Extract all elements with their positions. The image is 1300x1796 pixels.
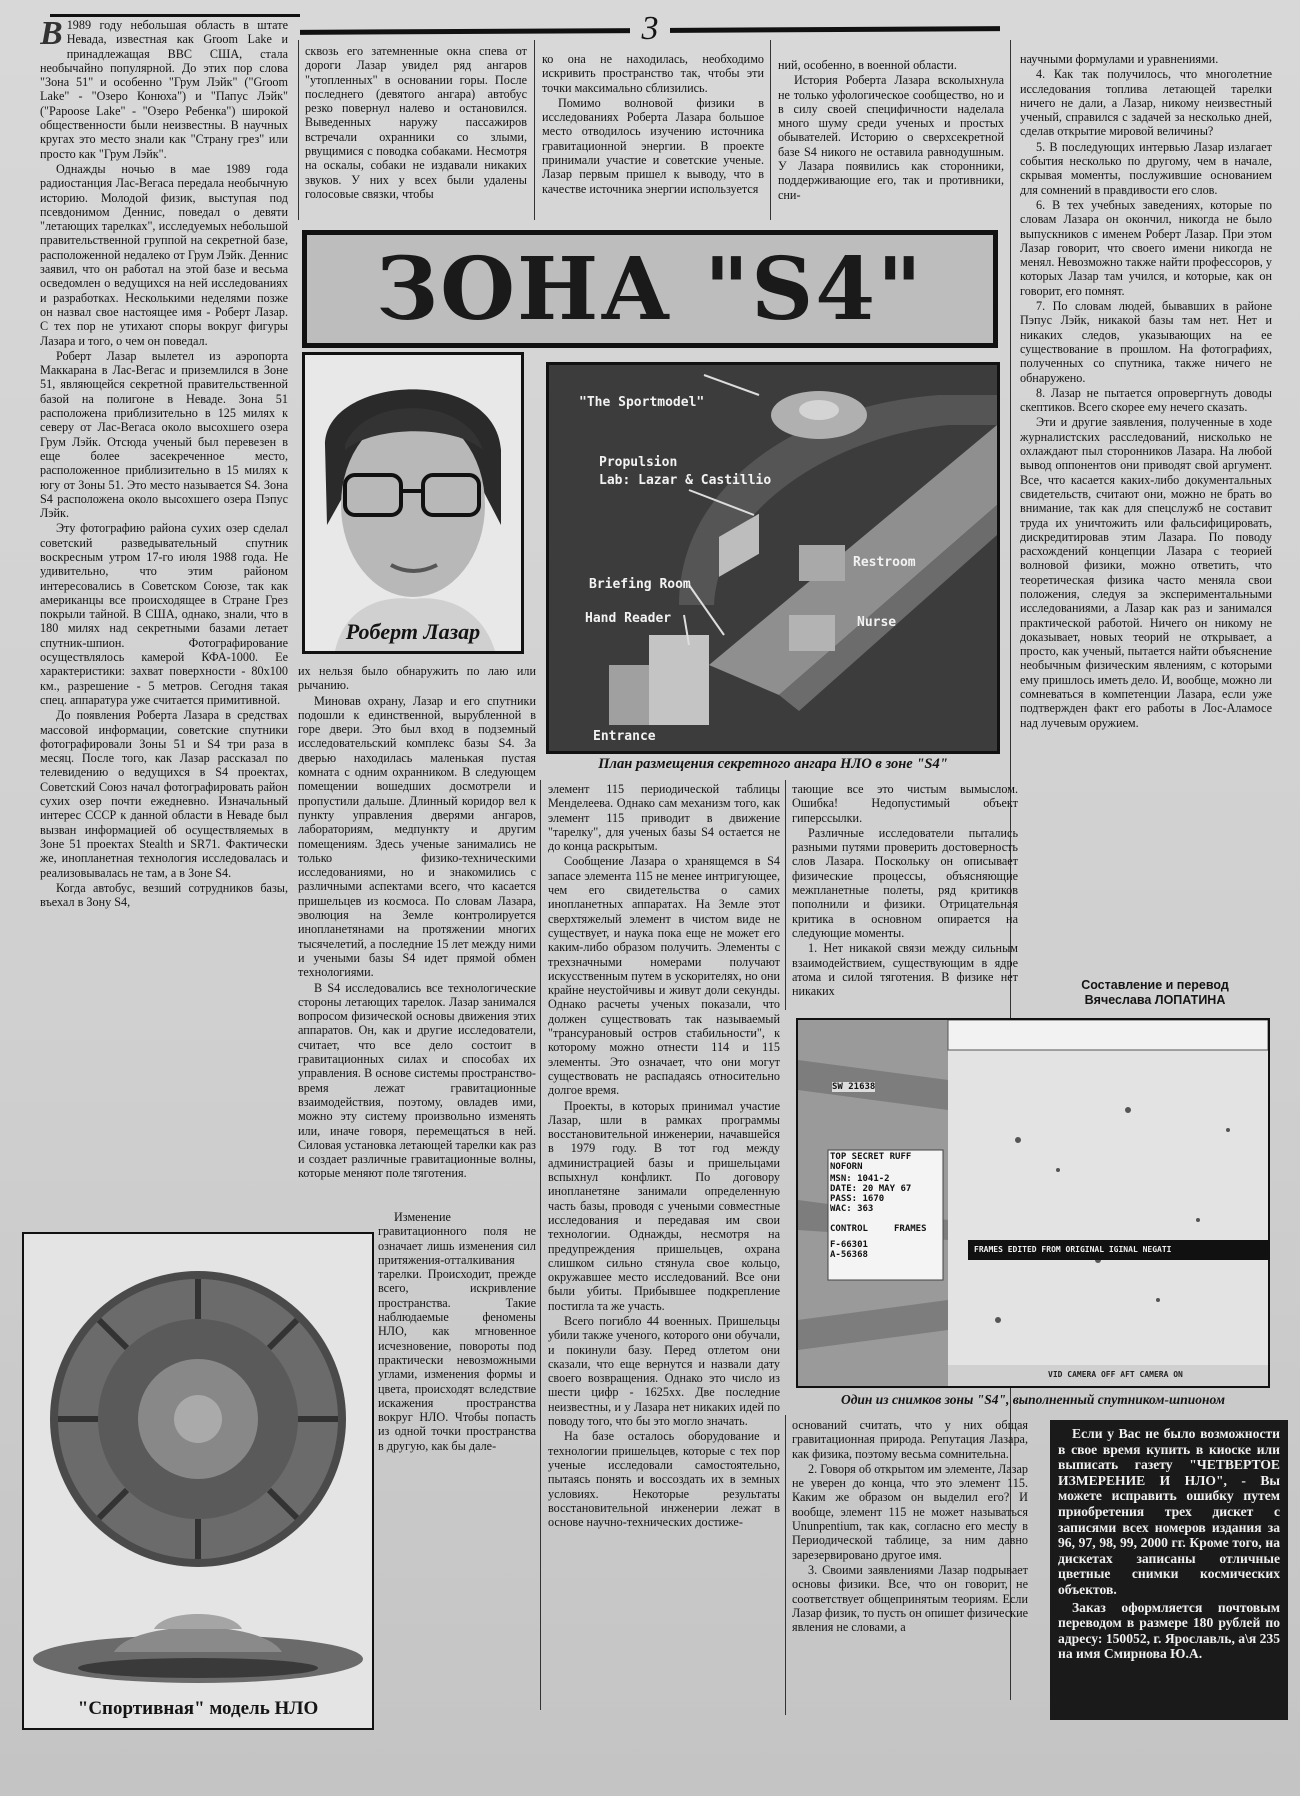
column-2-lower — [378, 1210, 536, 1730]
ad-paragraph: Заказ оформляется почтовым переводом в размере 180 рублей по адресу: 150052, г. Ярославль, а\я 235 на имя Смирнова Ю.А. — [1058, 1599, 1280, 1662]
portrait-photo — [302, 352, 524, 654]
sat-label-line: WAC: 363 — [830, 1204, 874, 1214]
satellite-caption: Один из снимков зоны "S4", выполненный спутником-шпионом — [840, 1392, 1226, 1407]
paragraph: сквозь его затемненные окна спева от дороги Лазар увидел ряд ангаров "утопленных" в основании горы. После последнего (девятого ангара) автобус резко повернул налево и остановился. Выведенных наружу пассажиров встречали охранники со злыми, рвущимися с поводка собаками. Несмотря на оскалы, собаки не издавали никаких звуков. У них у всех были удалены голосовые связки, чтобы — [305, 44, 527, 201]
label-entrance: Entrance — [593, 729, 656, 744]
paragraph: 3. Своими заявлениями Лазар подрывает основы физики. Все, что он говорит, не соответствует общепринятым теориям. Если Лазар физик, то пусть он опишет физические явления не словами, а — [792, 1562, 1028, 1635]
column-4-top — [778, 58, 1004, 222]
column-divider — [785, 1415, 786, 1715]
sat-label-line: NOFORN — [830, 1162, 863, 1172]
sat-label-line: FRAMES — [894, 1224, 927, 1234]
sat-label-sw: SW 21638 — [832, 1082, 876, 1092]
column-2-top — [305, 44, 527, 222]
label-briefing-room: Briefing Room — [589, 577, 691, 592]
column-3 — [548, 782, 780, 1722]
column-3-top — [542, 52, 764, 222]
paragraph: элемент 115 периодической таблицы Менделеева. Однако сам механизм того, как элемент 115 приводит в движение "тарелку", для ученых базы S4 остается не до конца раскрытым. — [548, 782, 780, 854]
paragraph: 1. Нет никакой связи между сильным взаимодействием, существующим в ядре атома и силой тяготения. В физике нет никаких — [792, 941, 1018, 999]
paragraph: Проекты, в которых принимал участие Лазар, шли в рамках программы восстановительной инженерии, начавшейся в 1979 году. В тот год между администрацией базы и пришельцами вспыхнул конфликт. По договору инопланетяне занимали определенную часть базы, проводя с учеными совместные исследования и передавая им свои технологии. Однажды, несмотря на предупреждения пришельцев, охрана слишком сильно стянула свое кольцо, окружавшее место исследований. Все они были убиты. Прибывшее подкрепление постигла та же участь. — [548, 1098, 780, 1313]
paragraph: Сообщение Лазара о хранящемся в S4 запасе элемента 115 не менее интригующее, чем его свидетельства о самих инопланетных аппаратах. На Земле этот сверхтяжелый элемент в чистом виде не существует, и наука пока еще не может его каким-либо образом получить. Элементы с трехзначными номерами получают искусственным путем в ускорителях, но они крайне неустойчивы и живут доли секунды. Однако расчеты ученых показали, что должен существовать так называемый "трансурановый остров стабильности", к которому можно отнести 114 и 115 элементы. Это означает, что они могут существовать не распадаясь относительно долгое время. — [548, 854, 780, 1098]
subscription-ad — [1050, 1420, 1288, 1720]
label-nurse: Nurse — [857, 615, 897, 630]
hangar-plan-image — [546, 362, 1000, 754]
sat-label-bar: FRAMES EDITED FROM ORIGINAL IGINAL NEGATI — [974, 1245, 1172, 1254]
column-1 — [40, 18, 288, 1228]
drop-cap: В — [40, 18, 63, 52]
portrait-caption: Роберт Лазар — [345, 619, 481, 644]
paragraph: 5. В последующих интервью Лазар излагает события несколько по другому, чем в начале, скрывая моменты, послужившие основанием для сомнений в правдивости его слов. — [1020, 139, 1272, 197]
paragraph: Помимо волновой физики в исследованиях Роберта Лазара большое место отводилось изучению источника гравитационной энергии. В проекте принимали участие и советские ученые. Лазар первым пришел к выводу, что в качестве источника энергии используется — [542, 95, 764, 196]
credit-line: Вячеслава ЛОПАТИНА — [1084, 993, 1226, 1007]
paragraph: Миновав охрану, Лазар и его спутники подошли к единственной, вырубленной в горе двери. Это был вход в подземный исследовательский комплекс базы S4. За дверью находилась маленькая пустая комната с одним охранником. В следующем помещении вошедших досмотрели и пропустили дальше. Длинный коридор вел к пункту управления дверями ангаров, лабораториям, медпункту и другим помещениям. Здесь ученые занимались не только физико-техническими исследованиями, но и знакомились с различными аспектами всего, что касается пришельцев из космоса. По словам Лазара, эволюция на Земле контролируется инопланетянами на протяжении многих тысячелетий, а последние 15 лет между ними и учеными базы S4 идет прямой обмен технологиями. — [298, 693, 536, 980]
paragraph: их нельзя было обнаружить по лаю или рычанию. — [298, 664, 536, 693]
sat-label-line: TOP SECRET RUFF — [830, 1152, 912, 1162]
ad-paragraph: Если у Вас не было возможности в свое время купить в киоске или выписать газету "ЧЕТВЕРТОЕ ИЗМЕРЕНИЕ И НЛО", - Вы можете исправить ошибку путем приобретения трех дискет с записями всех номеров издания за 96, 97, 98, 99, 2000 гг. Кроме того, на дискетах записаны отличные цветные снимки космических объектов. — [1058, 1426, 1280, 1597]
column-divider — [298, 40, 299, 220]
paragraph: Различные исследователи пытались разными путями проверить достоверность слов Лазара. Поскольку он описывает физические процессы, объясняющие межпланетные полеты, ряд критиков пополнили и физики. Отрицательная критика в основном опирается на следующие моменты. — [792, 825, 1018, 940]
sat-label-line: CONTROL — [830, 1224, 868, 1234]
portrait-image — [305, 355, 521, 651]
paragraph: Всего погибло 44 военных. Пришельцы убили также ученого, которого они обучали, и покинули базу. Перед отлетом они сказали, что еще вернутся и назвали дату своего возвращения. Однако это число из шести цифр - 1625хх. Две последние неизвестны, и у Лазара нет никаких идей по поводу того, что бы это могло значать. — [548, 1313, 780, 1429]
label-sportmodel: "The Sportmodel" — [579, 395, 705, 410]
paragraph: Эти и другие заявления, полученные в ходе журналистских расследований, нисколько не охлаждают пыл сторонников Лазара. На любой вывод оппонентов они приводят свой аргумент. Все, что касается каких-либо документальных свидетельств, считают они, можно не брать во внимание, так как для спецслужб не составит труда их уничтожить или фальсифицировать, дискредитировав этим Лазара. По поводу расхождений концепции Лазара с теорией волновой физики, можно ответить, что теоретическая физика часто меняла свои положения, следуя за экспериментальными исследованиями, а Лазар как раз и занимался практической работой. Ничего он никому не доказывает, новых теорий не открывает, а просто, как ученый, пытается найти объяснение необычным физическим явлениям, с которыми ему пришлось иметь дело. И, вообще, можно ли сомневаться в компетенции Лазара, если уже подтвержден факт его работы в Лос-Аламосе над лучевым оружием. — [1020, 415, 1272, 730]
column-4-bottom — [792, 1418, 1028, 1718]
sat-label-line: PASS: 1670 — [830, 1194, 885, 1204]
hangar-plan-drawing — [549, 365, 997, 751]
paragraph: 2. Говоря об открытом им элементе, Лазар не уверен до конца, что это элемент 115. Каким же образом он выделил его? И вообще, элемент 115 не может называться Ununpentium, так как, согласно его месту в Периодической таблице, за ним давно зарезервировано другое имя. — [792, 1461, 1028, 1562]
paragraph: Изменение гравитационного поля не означает лишь изменения сил притяжения-отталкивания тарелки. Происходит, прежде всего, искривление пространства. Такие наблюдаемые феномены НЛО, как мгновенное исчезновение, повороты под практически невозможными углами, изменения формы и цвета, происходят вследствие искажения пространства вокруг НЛО. Чтобы попасть из одной точки пространства в другую, как бы дале- — [378, 1210, 536, 1453]
paragraph: В S4 исследовались все технологические стороны летающих тарелок. Лазар занимался вопросом физической основы движения этих аппаратов. Он, как и другие исследователи, считает, что все дело состоит в гравитационных силах и способах их управления. В основе системы пространство-время лежат гравитационные взаимодействия, поэтому, овладев ими, можно эту систему произвольно изменять или, иначе говоря, перемещаться в ней. Силовая установка летающей тарелки как раз и создает различные гравитационные волны, которые меняют поле тяготения. — [298, 980, 536, 1181]
sat-label-line: MSN: 1041-2 — [830, 1174, 890, 1184]
paragraph: ний, особенно, в военной области. — [778, 58, 957, 72]
sat-label-line: DATE: 20 MAY 67 — [830, 1184, 912, 1194]
author-credit — [1040, 978, 1270, 1008]
hangar-caption: План размещения секретного ангара НЛО в зоне "S4" — [598, 756, 948, 772]
paragraph: научными формулами и уравнениями. — [1020, 52, 1219, 66]
paragraph: тающие все это чистым вымыслом. Ошибка! Недопустимый объект гиперссылки. — [792, 782, 1018, 825]
paragraph: 4. Как так получилось, что многолетние исследования топлива летающей тарелки ничего не дали, а Лазар, никому неизвестный ученый, справился с задачей за несколько дней, сделав открытие мировой величины? — [1020, 67, 1272, 139]
paragraph: На базе осталось оборудование и технологии пришельцев, которые с тех пор ученые исследовали самостоятельно, пытаясь понять и воссоздать их в земных условиях. Некоторые результаты восстановительной инженерии лежат в основе научно-технических достиже- — [548, 1429, 780, 1530]
label-propulsion: Propulsion — [599, 455, 678, 470]
column-2-middle — [298, 664, 536, 1210]
column-4-middle — [792, 782, 1018, 1010]
paragraph: 7. По словам людей, бывавших в районе Пэпус Лэйк, никакой базы там нет. Нет и никаких следов, указывающих на ее существование в прошлом. На фотографиях, полученных со спутника, также ничего не обнаружено. — [1020, 299, 1272, 385]
sat-label-line: F-66301 — [830, 1240, 868, 1250]
paragraph: До появления Роберта Лазара в средствах массовой информации, советские спутники фотографировали Зоны 51 и S4 три раза в месяц. После того, как Лазар рассказал по телевидению о ведущихся в S4 проектах, Советский Союз начал фотографировать район сухих озер почти ежедневно. Изначальный интерес СССР к данной области в Неваде был вызван информацией об осуществляемых в Зоне 51 проектах Stealth и SR71. Фактически же, инопланетная технология исследовалась и реализовывалась не там, а в Зоне S4. — [40, 708, 288, 880]
ufo-drawing — [24, 1234, 372, 1728]
paragraph: ко она не находилась, необходимо искривить пространство так, чтобы эти точки максимально сблизились. — [542, 52, 764, 95]
paragraph: Когда автобус, везший сотрудников базы, въехал в Зону S4, — [40, 880, 288, 910]
headline: ЗОНА "S4" — [376, 238, 924, 340]
column-divider — [770, 40, 771, 220]
column-divider — [534, 40, 535, 220]
paragraph: Эту фотографию района сухих озер сделал советский разведывательный спутник воскресным утром 17-го июля 1988 года. Не удивительно, что этим районом интересовались в Советском Союзе, так как американцы все происходящее в Стране Грез покрыли тайной. В США, однако, знали, что в 180 милях над секретными базами летает спутник-шпион. Фотографирование осуществлялось камерой КФА-1000. Ее характеристики: захват поверхности - 80х100 км., разрешение - 5 метров. Сегодня такая спец. аппаратура уже считается примитивной. — [40, 521, 288, 707]
headline-box — [302, 230, 998, 348]
paragraph: оснований считать, что у них общая гравитационная природа. Репутация Лазара, как физика, поэтому весьма сомнительна. — [792, 1418, 1028, 1461]
column-5 — [1020, 52, 1272, 972]
sat-label-line: A-56368 — [830, 1250, 868, 1260]
credit-line: Составление и перевод — [1081, 978, 1229, 992]
paragraph: 6. В тех учебных заведениях, которые по словам Лазара он окончил, никогда не было выпускников с именем Роберт Лазар. При этом Лазар говорит, что своего имени никогда не менял. Невозможно также найти профессоров, у которых Лазар там учился, и которые, как он говорит, его помнят. — [1020, 197, 1272, 298]
column-divider — [540, 780, 541, 1710]
column-divider — [785, 780, 786, 1010]
sat-label-bottom: VID CAMERA OFF AFT CAMERA ON — [1048, 1370, 1183, 1379]
paragraph: 1989 году небольшая область в штате Невада, известная как Groom Lake и принадлежащая ВВС США, стала необычайно популярной. До этих пор слова "Зона 51" и особенно "Грум Лэйк" ("Groom Lake" - "Озеро Конюха") и "Папус Лэйк" ("Papoose Lake" - "Озеро Ребенка") широкой общественности были неизвестны. В научных кругах это место знали как "Страну грез" или просто как "Грум Лэйк". — [40, 18, 288, 161]
paragraph: 8. Лазар не пытается опровергнуть доводы скептиков. Всего скорее ему нечего сказать. — [1020, 385, 1272, 415]
page-number: 3 — [630, 10, 670, 48]
paragraph: Роберт Лазар вылетел из аэропорта Маккарана в Лас-Вегас и приземлился в Зоне 51, являющейся секретной правительственной базой на полигоне в Неваде. Зона 51 расположена приблизительно в 125 милях к северу от Лас-Вегаса около высохшего озера Грум Лэйк. Отсюда ученый был перевезен в еще более засекреченное место, расположенное приблизительно в 15 милях к югу от Зоны 51. Это место называется S4. Зона S4 расположена около высохшего озера Пэпус Лэйк. — [40, 348, 288, 521]
paragraph: История Роберта Лазара всколыхнула не только уфологическое сообщество, но и в силу своей специфичности наделала много шуму среди ученых и простых обывателей. Историю о сверхсекретной базе S4 никого не оставила равнодушным. У Лазара появились как сторонники, поддерживающие его, так и противники, сни- — [778, 73, 1004, 202]
ufo-image — [22, 1232, 374, 1730]
top-rule-left — [50, 14, 300, 17]
label-propulsion-lab: Lab: Lazar & Castillio — [599, 473, 772, 488]
paragraph: Однажды ночью в мае 1989 года радиостанция Лас-Вегаса передала необычную историю. Молодой физик, выступая под псевдонимом Деннис, поведал о девяти "летающих тарелках", исследуемых небольшой правительственной группой на секретной базе, расположенной недалеко от Грум Лэйк. Деннис заявил, что он работал на этой базе и весьма осведомлен о ведущихся на ней исследованиях и разработках. Несколькими неделями позже он назвал свое настоящее имя - Роберт Лазар. С тех пор не утихают споры вокруг фигуры Лазара и того, о чем он поведал. — [40, 161, 288, 348]
ufo-caption: "Спортивная" модель НЛО — [77, 1698, 319, 1719]
label-hand-reader: Hand Reader — [585, 611, 672, 626]
label-restroom: Restroom — [853, 555, 916, 570]
satellite-image — [796, 1018, 1270, 1388]
